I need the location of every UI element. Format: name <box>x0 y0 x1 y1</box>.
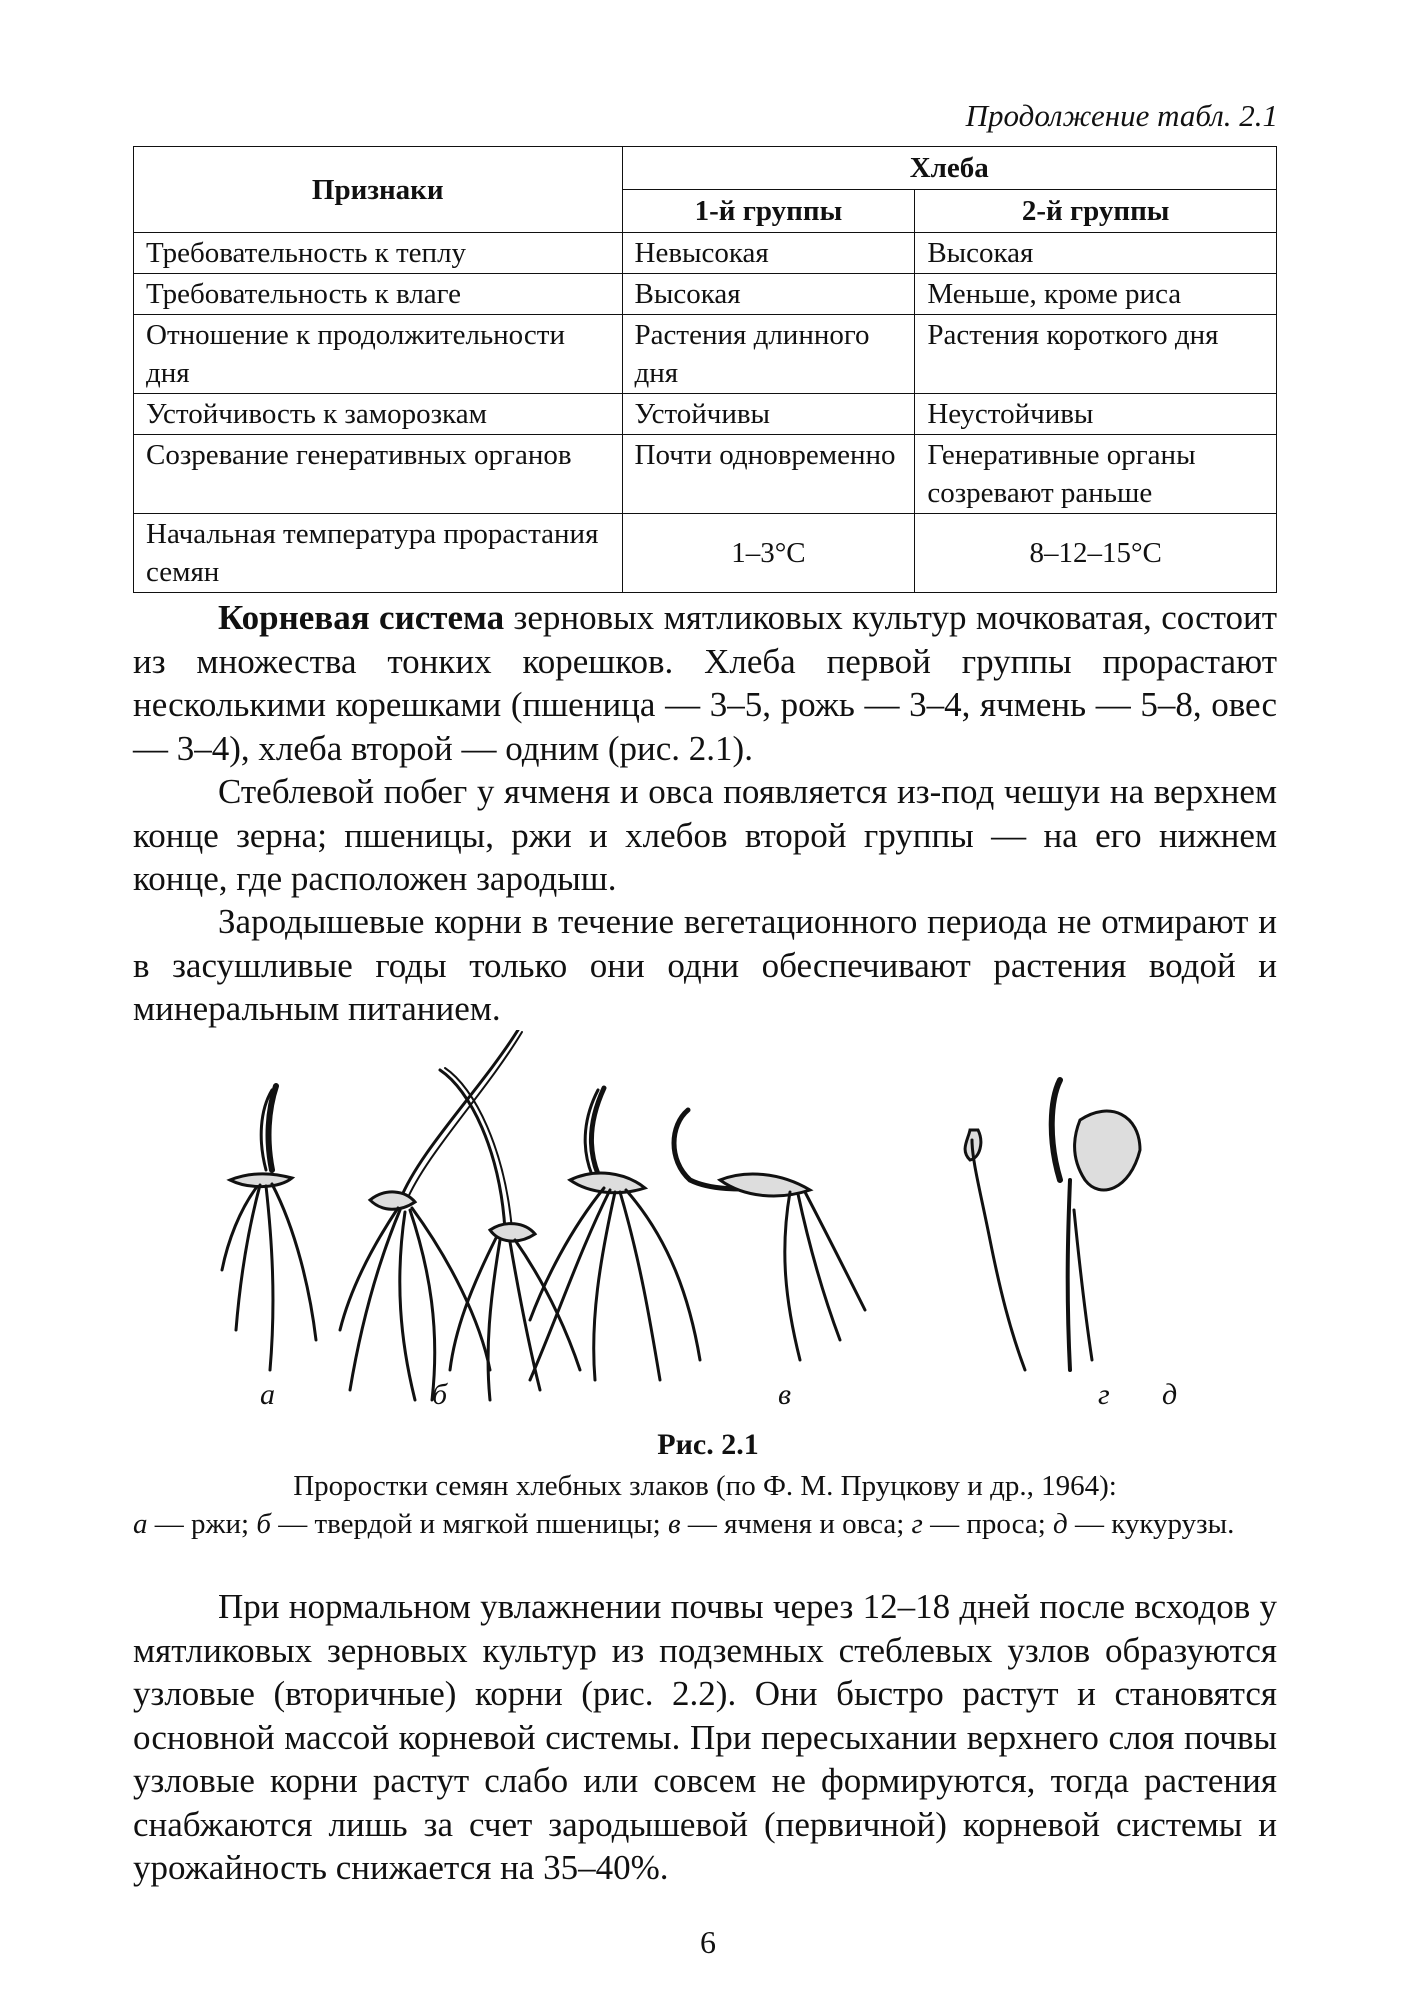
seedlings-illustration <box>200 1030 1240 1420</box>
trait-cell: Начальная температура прорастания семян <box>134 514 623 593</box>
traits-table <box>133 146 1277 593</box>
trait-cell: Устойчивость к заморозкам <box>134 394 623 435</box>
paragraph-lead: Корневая система <box>218 598 505 637</box>
header-traits: Признаки <box>134 147 623 233</box>
header-group: Хлеба <box>622 147 1276 190</box>
legend-letter: а <box>133 1508 148 1540</box>
group1-cell: Растения длинного дня <box>622 315 915 394</box>
group2-cell: Неустойчивы <box>915 394 1277 435</box>
legend-letter: в <box>668 1508 681 1540</box>
table-row <box>134 435 1277 514</box>
figure-label-d: д <box>1162 1378 1178 1411</box>
paragraph-nodal-roots: При нормальном увлажнении почвы через 12–18 дней после всходов у мятликовых зерновых культур из подземных стеблевых узлов образуются узловые (вторичные) корни (рис. 2.2). Они быстро растут и становятся основной массой корневой системы. При пересыхании верхнего слоя почвы узловые корни растут слабо или совсем не формируются, тогда растения снабжаются лишь за счет зародышевой (первичной) корневой системы и урожайность снижается на 35–40%. <box>133 1587 1277 1887</box>
trait-cell: Требовательность к влаге <box>134 274 623 315</box>
seedling-oats <box>674 1110 865 1360</box>
table-header-row <box>134 147 1277 190</box>
table-row <box>134 514 1277 593</box>
trait-cell: Созревание генеративных органов <box>134 435 623 514</box>
figure-label-g: г <box>1098 1378 1110 1411</box>
figure-title: Рис. 2.1 <box>657 1428 759 1461</box>
header-group-2: 2-й группы <box>915 190 1277 233</box>
seedling-maize <box>1052 1080 1140 1370</box>
legend-letter: б <box>256 1508 271 1540</box>
group2-cell: Высокая <box>915 233 1277 274</box>
table-row <box>134 315 1277 394</box>
group1-cell: Устойчивы <box>622 394 915 435</box>
figure-caption: Проростки семян хлебных злаков (по Ф. М. Пруцкову и др., 1964): <box>293 1470 1117 1502</box>
page-number: 6 <box>700 1924 716 1960</box>
legend-text: — ячменя и овса; <box>680 1508 912 1540</box>
table-row <box>134 394 1277 435</box>
figure-seedlings <box>200 1030 1240 1420</box>
group2-cell: Меньше, кроме риса <box>915 274 1277 315</box>
table-row <box>134 233 1277 274</box>
paragraph-embryonic-roots: Зародышевые корни в течение вегетационного периода не отмирают и в засушливые годы только они одни обеспечивают растения водой и минеральным питанием. <box>133 902 1277 1028</box>
group1-cell: Невысокая <box>622 233 915 274</box>
legend-text: — кукурузы. <box>1067 1508 1235 1540</box>
paragraph-shoot: Стеблевой побег у ячменя и овса появляется из-под чешуи на верхнем конце зерна; пшеницы, ржи и хлебов второй группы — на его нижнем конце, где расположен зародыш. <box>133 772 1277 898</box>
legend-letter: д <box>1053 1508 1068 1540</box>
figure-label-a: а <box>260 1378 275 1411</box>
legend-text: — ржи; <box>147 1508 257 1540</box>
legend-text: — твердой и мягкой пшеницы; <box>270 1508 668 1540</box>
figure-label-b: б <box>432 1378 448 1411</box>
paragraph-root-system <box>133 596 1277 770</box>
paragraph-text: зерновых мятликовых культур мочковатая, состоит из множества тонких корешков. Хлеба первой группы прорастают несколькими корешками (пшеница — 3–5, рожь — 3–4, ячмень — 5–8, овес — 3–4), хлеба второй — одним (рис. 2.1). <box>133 598 1278 768</box>
header-group-1: 1-й группы <box>622 190 915 233</box>
group2-cell: Растения короткого дня <box>915 315 1277 394</box>
group1-cell: Почти одновременно <box>622 435 915 514</box>
seedling-wheat <box>340 1030 522 1400</box>
group1-cell: Высокая <box>622 274 915 315</box>
legend-text: — проса; <box>922 1508 1054 1540</box>
figure-legend <box>133 1505 1277 1543</box>
group1-cell: 1–3°С <box>622 514 915 593</box>
table-row <box>134 274 1277 315</box>
trait-cell: Отношение к продолжительности дня <box>134 315 623 394</box>
table-continuation-caption: Продолжение табл. 2.1 <box>965 98 1278 133</box>
seedling-millet <box>965 1130 1025 1370</box>
figure-label-v: в <box>778 1378 792 1411</box>
trait-cell: Требовательность к теплу <box>134 233 623 274</box>
group2-cell: Генеративные органы созревают раньше <box>915 435 1277 514</box>
group2-cell: 8–12–15°С <box>915 514 1277 593</box>
legend-letter: г <box>911 1508 923 1540</box>
seedling-rye <box>222 1086 316 1370</box>
